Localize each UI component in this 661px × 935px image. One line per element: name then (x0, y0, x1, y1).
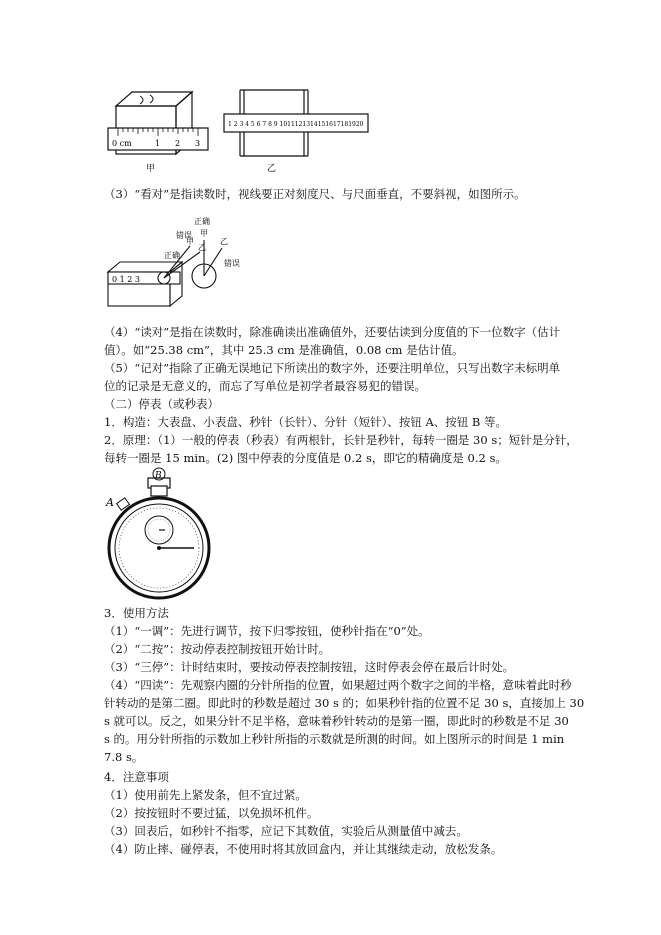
text-line-7: 1．构造：大表盘、小表盘、秒针（长针）、分针（短针）、按钮 A、按钮 B 等。 (104, 415, 508, 429)
ruler-figure (104, 86, 374, 176)
ruler-a-tick-1: 1 (155, 139, 161, 148)
ruler-ticks: 0 1 2 3 (112, 275, 140, 284)
label-correct-2: 正确 (194, 217, 210, 226)
caption-yi: 乙 (267, 164, 277, 174)
text-line-22: （3）回表后，如秒针不指零，应记下其数值，实验后从测量值中减去。 (104, 824, 468, 838)
text-line-18: 7.8 s。 (104, 750, 144, 764)
text-line-1: （3）“看对”是指读数时，视线要正对刻度尺、与尺面垂直，不要斜视，如图所示。 (104, 187, 526, 201)
text-line-16: s 就可以。反之，如果分针不足半格，意味着秒针转动的是第一圈，即此时的秒数是不足 30 (104, 714, 569, 728)
text-line-20: （1）使用前先上紧发条，但不宜过紧。 (104, 788, 307, 802)
text-line-8: 2．原理：（1）一般的停表（秒表）有两根针，长针是秒针，每转一圈是 30 s；短针是分针， (104, 433, 578, 447)
text-line-19: 4．注意事项 (104, 770, 169, 784)
label-wrong-2: 错误 (224, 259, 240, 268)
ruler-a-tick-3: 3 (195, 139, 201, 148)
text-line-11: （1）“一调”：先进行调节，按下归零按钮，使秒针指在“0”处。 (104, 624, 430, 638)
caption-jia: 甲 (146, 164, 156, 174)
button-b-label: B (155, 471, 162, 481)
text-line-17: s 的。用分针所指的示数加上秒针所指的示数就是所测的时间。如上图所示的时间是 1 min (104, 732, 565, 746)
ruler-a-tick-2: 2 (175, 139, 181, 148)
text-line-21: （2）按按钮时不要过猛，以免损坏机件。 (104, 806, 319, 820)
stopwatch-figure (104, 466, 219, 601)
label-jia-2: 甲 (200, 229, 208, 238)
text-line-23: （4）防止摔、碰停表，不使用时将其放回盒内，并让其继续走动，放松发条。 (104, 842, 503, 856)
label-jia-1: 甲 (186, 237, 194, 246)
ruler-a-tick-0: 0 cm (112, 139, 132, 148)
text-line-10: 3．使用方法 (104, 606, 169, 620)
text-line-5: 位的记录是无意义的，而忘了写单位是初学者最容易犯的错误。 (104, 379, 426, 393)
text-line-14: （4）“四读”：先观察内圈的分针所指的位置，如果超过两个数字之间的半格，意味着此时秒 (104, 678, 572, 692)
text-line-4: （5）“记对”指除了正确无误地记下所读出的数字外，还要注明单位，只写出数字未标明单 (104, 361, 561, 375)
text-line-12: （2）“二按”：按动停表控制按钮开始计时。 (104, 642, 331, 656)
text-line-9: 每转一圈是 15 min。(2) 图中停表的分度值是 0.2 s，即它的精确度是 0.2 s。 (104, 451, 507, 465)
label-yi-2: 乙 (220, 237, 228, 246)
text-line-6: （二）停表（或秒表） (104, 397, 219, 411)
button-a-label: A (106, 496, 114, 509)
text-line-13: （3）“三停”：计时结束时，要按动停表控制按钮，这时停表会停在最后计时处。 (104, 660, 515, 674)
ruler-b-ticks: 1 2 3 4 5 6 7 8 9 1011121314151617181920 (228, 121, 364, 128)
text-line-15: 针转动的是第二圈。即此时的秒数是超过 30 s 的；如果秒针指的位置不足 30 s，直接加上 30 (104, 696, 585, 710)
label-yi-1: 乙 (198, 243, 206, 252)
label-correct-1: 正确 (164, 251, 180, 260)
viewing-angle-figure (104, 212, 274, 312)
text-line-2: （4）“读对”是指在读数时，除准确读出准确值外，还要估读到分度值的下一位数字（估计 (104, 325, 561, 339)
text-line-3: 值）。如“25.38 cm”，其中 25.3 cm 是准确值，0.08 cm 是估计值。 (104, 343, 464, 357)
label-wrong-1: 错误 (176, 231, 192, 240)
